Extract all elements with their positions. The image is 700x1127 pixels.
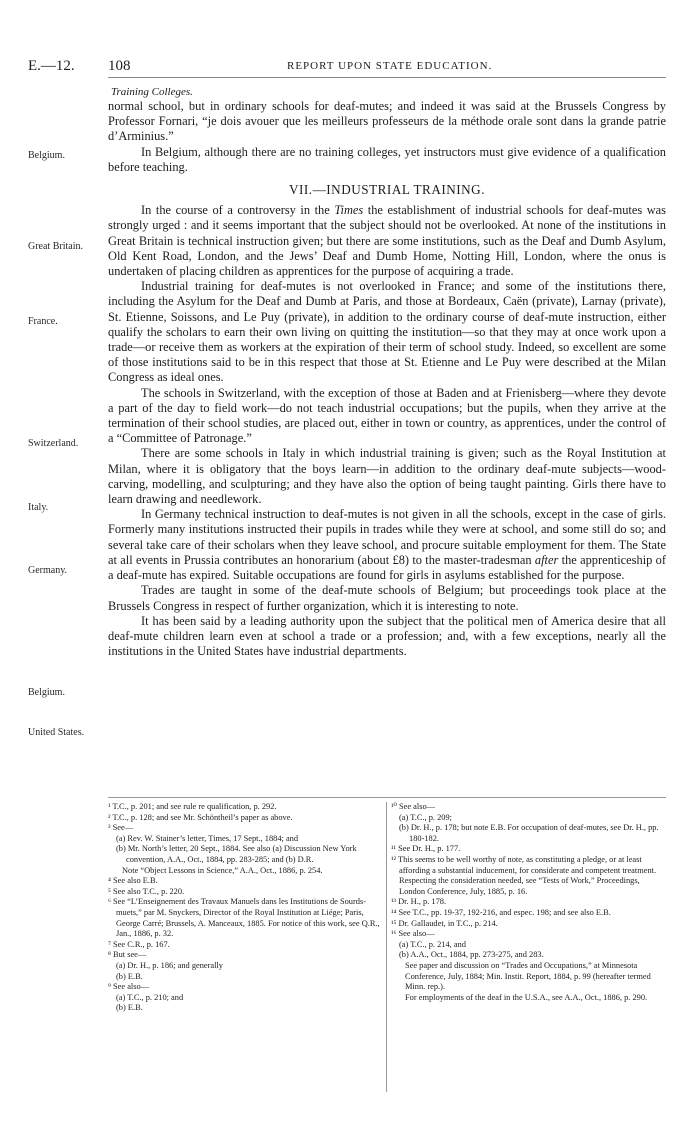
margin-note-switzerland: Switzerland. (28, 438, 79, 449)
page-number: 108 (108, 58, 131, 74)
margin-note-belgium-2: Belgium. (28, 687, 65, 698)
footnote: ⁶ See “L’Enseignement des Travaux Manuels dans les Institutions de Sourds-muets,” par M. Snyckers, Director of the Royal Institution at Liége; Paris, George Carré; Brussels, A. Manceaux, 1885. For notice of this work, see Q.R., Jan., 1886, p. 32. (108, 897, 380, 939)
paragraph: In Belgium, although there are no training colleges, yet instructors must give evidence of a qualification before teaching. (108, 144, 666, 174)
footnotes-right-column (391, 802, 665, 1003)
paragraph: Industrial training for deaf-mutes is not overlooked in France; and some of the institutions there, including the Asylum for the Deaf and Dumb at Paris, and those at Bordeaux, Caën (private), Larnay (private), St. Etienne, Soissons, and Le Puy (private), in addition to the ordinary course of deaf-mute instruction, either qualify the scholars to earn their own living on quitting the institution—so that they may at once work upon a trade—or receive them as workers at the expiration of their term of school study. Indeed, so excellent are some of those institutions said to be in this respect that those at St. Etienne and Le Puy were described at the Milan Congress as ideal ones. (108, 279, 666, 385)
footnote-item: (b) E.B. (116, 971, 143, 981)
footnotes-left-column (108, 802, 382, 1014)
paragraph: In the course of a controversy in the Times the establishment of industrial schools for deaf-mutes was strongly urged : and it seems important that the subject should not be overlooked. At none of the institutions in Great Britain is technical instruction given; but there are some institutions, such as the Deaf and Dumb Asylum, Old Kent Road, London, and the Jews’ Deaf and Dumb Home, Notting Hill, London, where the onus is undertaken of placing children as apprentices for the purpose of acquiring a trade. (108, 203, 666, 279)
footnote: ⁵ See also T.C., p. 220. (108, 886, 185, 896)
paragraph: Trades are taught in some of the deaf-mute schools of Belgium; but proceedings took place at the Brussels Congress in respect of further organization, which it is interesting to note. (108, 583, 666, 613)
footnote: ¹⁶ See also— (391, 929, 435, 939)
header-rule (108, 77, 666, 78)
running-title: REPORT UPON STATE EDUCATION. (287, 60, 493, 72)
footnote: ¹⁴ See T.C., pp. 19-37, 192-216, and espec. 198; and see also E.B. (391, 907, 611, 917)
footnote: ¹⁵ Dr. Gallaudet, in T.C., p. 214. (391, 918, 498, 928)
footnote-item: For employments of the deaf in the U.S.A., see A.A., Oct., 1886, p. 290. (405, 992, 648, 1002)
running-head: Training Colleges. (111, 86, 193, 98)
footnote-item: (b) Mr. North’s letter, 20 Sept., 1884. See also (a) Discussion New York convention, A.A., Oct., 1884, pp. 283-285; and (b) D.R. (116, 844, 357, 864)
footnote-item: (b) E.B. (116, 1003, 143, 1013)
body-text (108, 86, 666, 659)
footnote-item: (a) Dr. H., p. 186; and generally (116, 960, 223, 970)
footnote: ⁸ But see— (108, 950, 147, 960)
section-heading: VII.—INDUSTRIAL TRAINING. (288, 182, 485, 198)
paragraph: There are some schools in Italy in which industrial training is given; such as the Royal Institution at Milan, where it is obligatory that the boys learn—in addition to the ordinary deaf-mute subjects—wood-carving, modelling, and sculpturing; and they have also the option of being taught painting. Girls there have to learn drawing and needlework. (108, 446, 666, 507)
footnote-item: (a) Rev. W. Stainer’s letter, Times, 17 Sept., 1884; and (116, 833, 299, 843)
footnote-item: Note “Object Lessons in Science,” A.A., Oct., 1886, p. 254. (122, 865, 323, 875)
footnote: ¹¹ See Dr. H., p. 177. (391, 844, 461, 854)
footnote: ¹³ Dr. H., p. 178. (391, 897, 447, 907)
footnote: ⁷ See C.R., p. 167. (108, 939, 170, 949)
page-header (0, 58, 700, 80)
margin-note-germany: Germany. (28, 565, 68, 576)
footnote-item: See paper and discussion on “Trades and Occupations,” at Minnesota Conference, July, 1884; Min. Instit. Report, 1884, p. 99 (hereafter termed Minn. rep.). (405, 960, 651, 992)
footnote: ¹ T.C., p. 201; and see rule re qualification, p. 292. (108, 802, 277, 811)
paragraph: It has been said by a leading authority upon the subject that the political men of America desire that all deaf-mute children learn even at school a trade or a profession; and, with a few exceptions, nearly all the institutions in the United States have industrial departments. (108, 613, 666, 659)
footnotes (108, 797, 666, 1108)
footnote-item: (a) T.C., p. 209; (399, 812, 452, 822)
margin-note-italy: Italy. (28, 502, 49, 513)
column-divider (386, 802, 387, 1092)
footnote: ³ See— (108, 823, 134, 833)
footnote: ¹² This seems to be well worthy of note, as constituting a pledge, or at least affording a substantial inducement, for considerate and competent treatment. Respecting the consideration needed, see “Tests of Work,” Proceedings, London Conference, July, 1885, p. 16. (391, 854, 657, 896)
footnote: ⁴ See also E.B. (108, 876, 158, 886)
footnote: ¹⁰ See also— (391, 802, 436, 811)
footnote: ² T.C., p. 128; and see Mr. Schöntheil’s paper as above. (108, 812, 293, 822)
margin-note-belgium: Belgium. (28, 150, 65, 161)
footnote-item: (b) Dr. H., p. 178; but note E.B. For occupation of deaf-mutes, see Dr. H., pp. 180-182. (399, 823, 659, 843)
footnote-item: (a) T.C., p. 210; and (116, 992, 184, 1002)
margin-note-united-states: United States. (28, 727, 85, 738)
margin-note-france: France. (28, 316, 58, 327)
paragraph: The schools in Switzerland, with the exception of those at Baden and at Frienisberg—where they devote a part of the day to field work—do not teach industrial occupations; but the pupils, when they arrive at the termination of their school studies, are placed out, either in town or country, as apprentices, under the control of a “Committee of Patronage.” (108, 385, 666, 446)
paragraph: normal school, but in ordinary schools for deaf-mutes; and indeed it was said at the Brussels Congress by Professor Fornari, “je dois avouer que les meilleurs professeurs de la méthode orale sont dans la grande patrie d’Arminius.” (108, 99, 666, 144)
margin-note-great-britain: Great Britain. (28, 241, 83, 252)
footnote-item: (a) T.C., p. 214, and (399, 939, 466, 949)
paragraph: In Germany technical instruction to deaf-mutes is not given in all the schools, except in the case of girls. Formerly many institutions instructed their pupils in trades while they were at school, and some still do so; and several take care of their scholars when they leave school, and procure suitable employment for them. The State at all events in Prussia contributes an honorarium (about £8) to the master-tradesman after the apprenticeship of a deaf-mute has expired. Suitable occupations are found for girls in asylums established for the purpose. (108, 507, 666, 583)
footnote-item: (b) A.A., Oct., 1884, pp. 273-275, and 283. (399, 950, 544, 960)
report-code: E.—12. (28, 58, 75, 74)
footnote: ⁹ See also— (108, 982, 150, 992)
